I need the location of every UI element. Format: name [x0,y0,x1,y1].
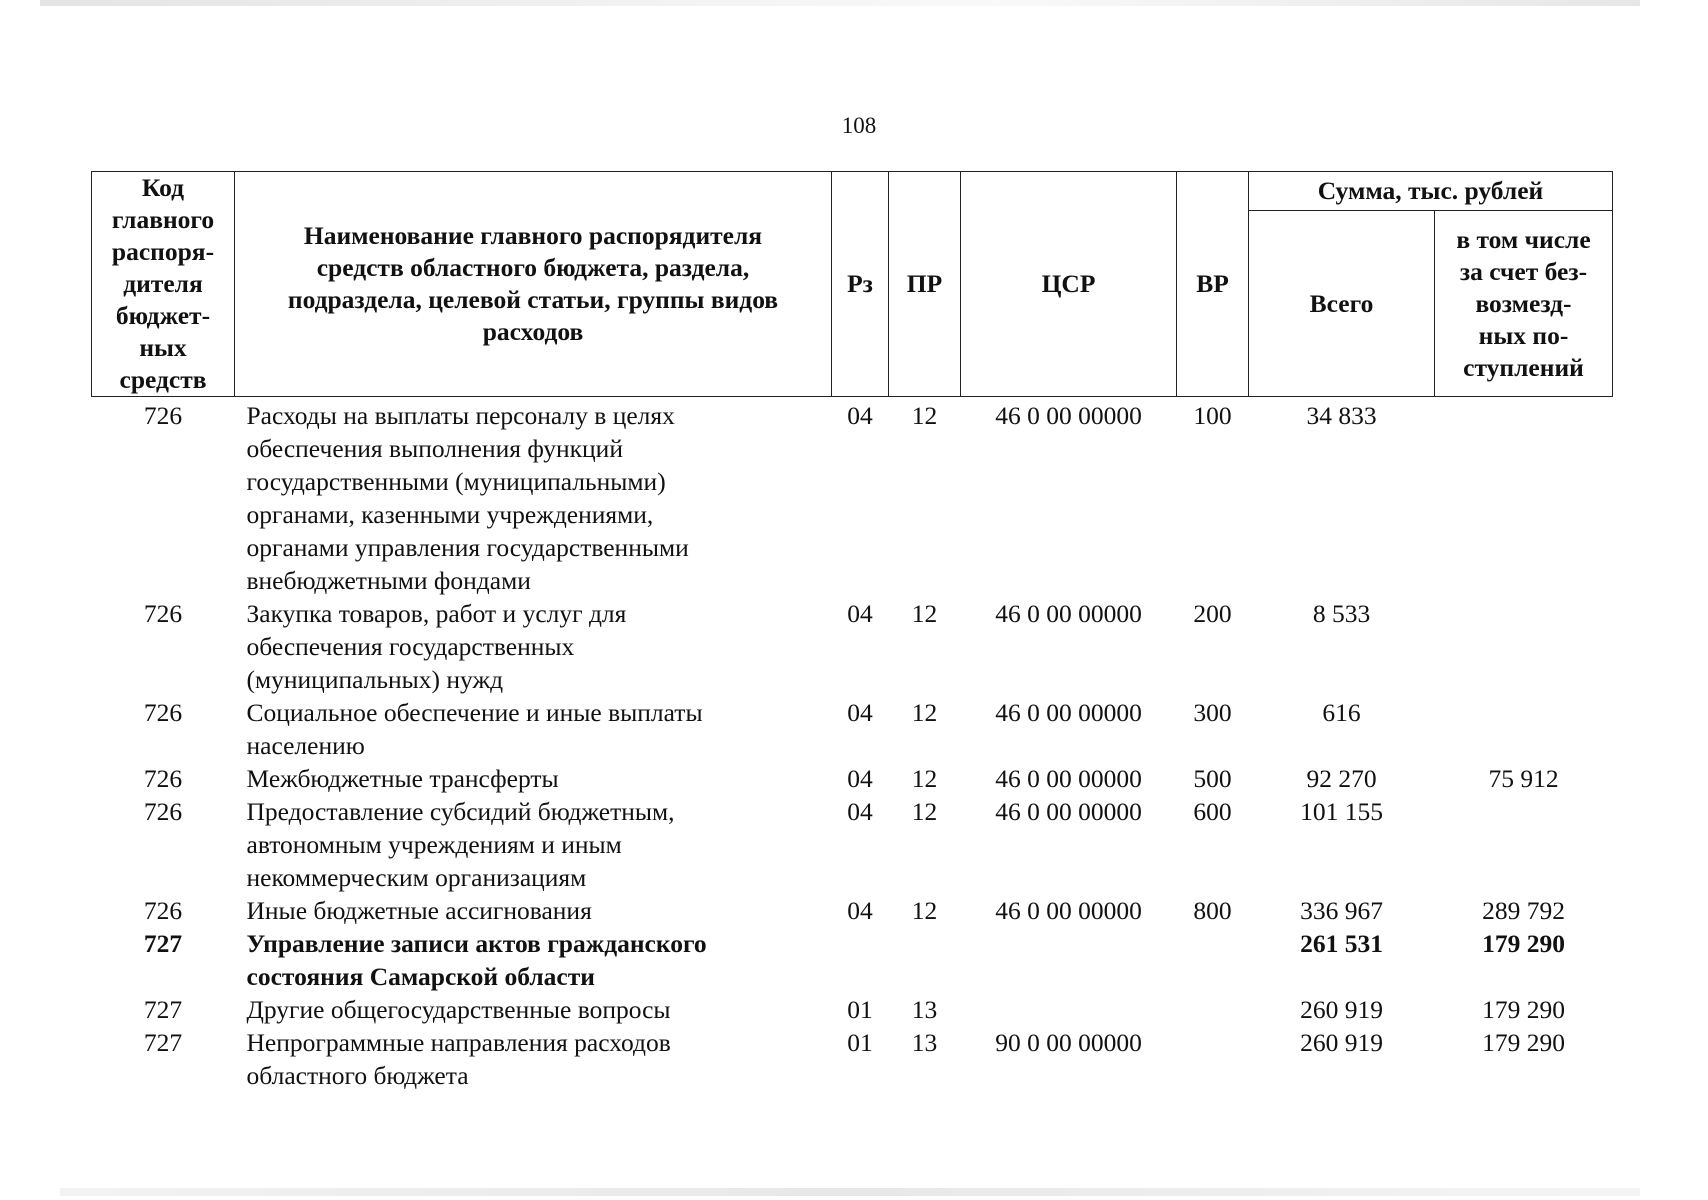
cell-free [1435,397,1613,598]
cell-csr: 90 0 00 00000 [995,1028,1142,1057]
cell-rz: 04 [847,599,873,628]
cell-total: 8 533 [1312,599,1371,628]
cell-pr: 12 [911,764,938,793]
cell-vr: 300 [1193,698,1232,727]
cell-csr: 46 0 00 00000 [995,896,1142,925]
header-pr: ПР [889,172,961,397]
cell-name: Иные бюджетные ассигнования [246,896,592,925]
cell-name: Управление записи актов гражданского состояния Самарской области [246,929,707,991]
cell-name: Межбюджетные трансферты [246,764,559,793]
cell-total: 336 967 [1300,896,1383,925]
cell-name: Другие общегосударственные вопросы [246,995,671,1024]
header-code: Код главного распоря- дителя бюджет- ных средств [92,172,235,397]
table-row [92,597,1613,696]
header-name: Наименование главного распорядителя средств областного бюджета, раздела, подраздела, целевой статьи, группы видов расходов [235,172,832,397]
cell-vr: 500 [1193,764,1232,793]
cell-total: 260 919 [1300,995,1383,1024]
cell-total: 616 [1322,698,1361,727]
cell-free [1435,696,1613,762]
cell-rz: 01 [847,995,873,1024]
cell-name: Непрограммные направления расходов областного бюджета [246,1028,671,1090]
scan-edge-bottom [60,1188,1640,1196]
cell-csr [961,993,1177,1026]
cell-pr: 13 [911,995,938,1024]
table-row [92,762,1613,795]
cell-vr: 200 [1193,599,1232,628]
table-header [92,172,1613,397]
table-row [92,696,1613,762]
cell-vr [1177,927,1249,993]
cell-total: 34 833 [1306,401,1377,430]
cell-vr: 600 [1193,797,1232,826]
cell-csr: 46 0 00 00000 [995,401,1142,430]
budget-table [91,171,1613,1092]
cell-code: 726 [143,401,183,430]
cell-pr: 12 [911,797,938,826]
table-row [92,795,1613,894]
cell-pr: 12 [911,896,938,925]
cell-code: 726 [143,599,183,628]
cell-pr [889,927,961,993]
cell-name: Социальное обеспечение и иные выплаты населению [246,698,703,760]
cell-code: 726 [143,764,183,793]
cell-rz [832,927,889,993]
cell-total: 260 919 [1300,1028,1383,1057]
cell-vr [1177,993,1249,1026]
cell-rz: 01 [847,1028,873,1057]
cell-total: 101 155 [1300,797,1383,826]
cell-csr: 46 0 00 00000 [995,599,1142,628]
cell-csr: 46 0 00 00000 [995,764,1142,793]
cell-free: 75 912 [1488,764,1559,793]
header-csr: ЦСР [961,172,1177,397]
table-row [92,1026,1613,1092]
cell-rz: 04 [847,896,873,925]
table-row-total [92,927,1613,993]
table-row [92,397,1613,598]
header-free: в том числе за счет без- возмезд- ных по- ступлений [1435,211,1613,397]
header-sum: Сумма, тыс. рублей [1249,172,1613,211]
cell-vr: 100 [1193,401,1232,430]
cell-rz: 04 [847,764,873,793]
cell-code: 726 [143,797,183,826]
header-vr: ВР [1177,172,1249,397]
cell-rz: 04 [847,698,873,727]
cell-csr: 46 0 00 00000 [995,797,1142,826]
cell-rz: 04 [847,401,873,430]
cell-code: 727 [143,1028,183,1057]
cell-code: 726 [143,896,183,925]
cell-rz: 04 [847,797,873,826]
table-row [92,894,1613,927]
header-rz: Рз [832,172,889,397]
cell-name: Предоставление субсидий бюджетным, автономным учреждениям и иным некоммерческим организациям [246,797,675,892]
cell-total: 261 531 [1300,929,1383,958]
cell-free [1435,597,1613,696]
cell-pr: 12 [911,599,938,628]
cell-free: 179 290 [1482,1028,1565,1057]
table-body [92,397,1613,1093]
cell-free: 179 290 [1482,929,1565,958]
cell-free: 179 290 [1482,995,1565,1024]
cell-code: 726 [143,698,183,727]
cell-code: 727 [143,995,183,1024]
cell-vr: 800 [1193,896,1232,925]
table-row [92,993,1613,1026]
cell-pr: 12 [911,698,938,727]
cell-free [1435,795,1613,894]
cell-total: 92 270 [1306,764,1377,793]
cell-name: Закупка товаров, работ и услуг для обеспечения государственных (муниципальных) нужд [246,599,627,694]
cell-csr: 46 0 00 00000 [995,698,1142,727]
cell-free: 289 792 [1482,896,1565,925]
header-total: Всего [1249,211,1435,397]
cell-name: Расходы на выплаты персоналу в целях обеспечения выполнения функций государственными (муниципальными) органами, казенными учреждениями, органами управления государственными внебюджетными фондами [246,401,689,595]
cell-vr [1177,1026,1249,1092]
cell-csr [961,927,1177,993]
cell-code: 727 [143,929,183,958]
scan-edge-top [40,0,1640,6]
cell-pr: 12 [911,401,938,430]
cell-pr: 13 [911,1028,938,1057]
page-number: 108 [841,113,877,138]
